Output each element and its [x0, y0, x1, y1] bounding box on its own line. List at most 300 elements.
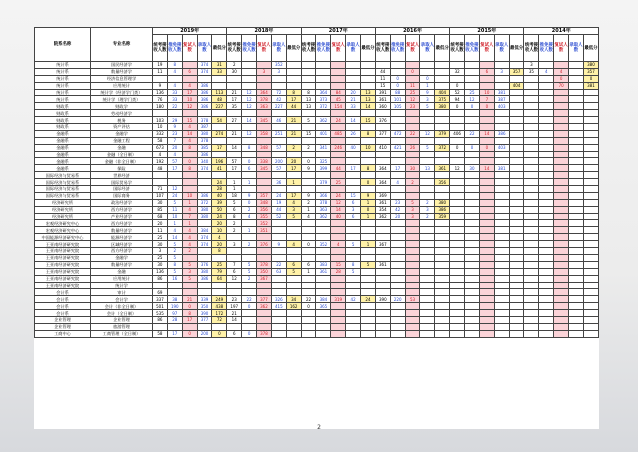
- year-header: 2016年: [375, 28, 449, 35]
- value-cell: 14: [479, 165, 494, 172]
- value-cell: 0: [450, 144, 465, 151]
- value-cell: [569, 248, 584, 255]
- value-cell: 3: [420, 96, 435, 103]
- value-cell: 58: [153, 330, 168, 337]
- value-cell: [539, 248, 554, 255]
- value-cell: 326: [271, 296, 286, 303]
- value-cell: [242, 151, 257, 158]
- value-cell: [554, 213, 569, 220]
- dept-cell: 国际经济与贸易系: [35, 186, 91, 193]
- value-cell: [331, 62, 346, 69]
- value-cell: 22: [465, 130, 480, 137]
- value-cell: 5: [182, 261, 197, 268]
- value-cell: [316, 75, 331, 82]
- value-cell: [167, 289, 182, 296]
- value-cell: 535: [153, 310, 168, 317]
- value-cell: [301, 282, 316, 289]
- major-cell: 会计学: [91, 296, 153, 303]
- value-cell: 4: [301, 213, 316, 220]
- value-cell: [494, 82, 509, 89]
- value-cell: [212, 172, 227, 179]
- value-cell: [301, 62, 316, 69]
- value-cell: 227: [271, 103, 286, 110]
- value-cell: 8: [286, 89, 301, 96]
- value-cell: 10: [167, 213, 182, 220]
- value-cell: 20: [286, 158, 301, 165]
- value-cell: [361, 172, 376, 179]
- value-cell: 373: [316, 96, 331, 103]
- value-cell: 63: [271, 268, 286, 275]
- value-cell: 380: [583, 62, 598, 69]
- value-cell: [509, 124, 524, 131]
- value-cell: 34: [286, 296, 301, 303]
- value-cell: 76: [153, 96, 168, 103]
- value-cell: 19: [271, 199, 286, 206]
- value-cell: 0: [583, 75, 598, 82]
- value-cell: 378: [257, 330, 272, 337]
- value-cell: 57: [227, 158, 242, 165]
- value-cell: [242, 137, 257, 144]
- value-cell: 17: [286, 192, 301, 199]
- value-cell: 79: [212, 268, 227, 275]
- value-cell: [583, 199, 598, 206]
- table-row: [35, 110, 599, 117]
- value-cell: [479, 62, 494, 69]
- value-cell: 12: [465, 96, 480, 103]
- value-cell: [346, 248, 361, 255]
- value-cell: [375, 158, 390, 165]
- major-cell: 审计: [91, 289, 153, 296]
- value-cell: [257, 234, 272, 241]
- value-cell: [539, 96, 554, 103]
- value-cell: 9: [420, 89, 435, 96]
- major-cell: 税务: [91, 117, 153, 124]
- value-cell: [361, 303, 376, 310]
- value-cell: 3: [420, 206, 435, 213]
- value-cell: [257, 323, 272, 330]
- value-cell: [390, 234, 405, 241]
- value-cell: 8: [227, 213, 242, 220]
- value-cell: 3: [182, 268, 197, 275]
- value-cell: 22: [242, 296, 257, 303]
- value-cell: [569, 172, 584, 179]
- table-row: [35, 220, 599, 227]
- value-cell: 4: [390, 179, 405, 186]
- value-cell: [524, 254, 539, 261]
- value-cell: [494, 75, 509, 82]
- value-cell: 2: [227, 220, 242, 227]
- value-cell: [554, 310, 569, 317]
- value-cell: [316, 289, 331, 296]
- value-cell: [301, 254, 316, 261]
- value-cell: [435, 296, 450, 303]
- value-cell: [539, 62, 554, 69]
- value-cell: [286, 75, 301, 82]
- value-cell: 11: [375, 75, 390, 82]
- value-cell: [450, 172, 465, 179]
- value-cell: 11: [153, 68, 168, 75]
- value-cell: 1: [361, 199, 376, 206]
- value-cell: [375, 172, 390, 179]
- value-cell: [405, 110, 420, 117]
- value-cell: [346, 316, 361, 323]
- value-cell: [524, 213, 539, 220]
- value-cell: [569, 213, 584, 220]
- value-cell: [286, 234, 301, 241]
- value-cell: [420, 248, 435, 255]
- value-cell: [405, 151, 420, 158]
- value-cell: 5: [286, 268, 301, 275]
- value-cell: 5: [301, 117, 316, 124]
- value-cell: 4: [539, 68, 554, 75]
- value-cell: [375, 254, 390, 261]
- value-cell: [212, 75, 227, 82]
- value-cell: 30: [153, 261, 168, 268]
- value-cell: [420, 110, 435, 117]
- table-row: [35, 248, 599, 255]
- value-cell: [182, 179, 197, 186]
- subheader-cell: 录取人数: [420, 35, 435, 62]
- value-cell: 17: [167, 330, 182, 337]
- value-cell: [420, 289, 435, 296]
- value-cell: 374: [197, 62, 212, 69]
- value-cell: 136: [153, 89, 168, 96]
- value-cell: 25: [405, 89, 420, 96]
- value-cell: 22: [405, 130, 420, 137]
- value-cell: 30: [405, 165, 420, 172]
- value-cell: [257, 75, 272, 82]
- value-cell: [524, 172, 539, 179]
- value-cell: [420, 117, 435, 124]
- value-cell: 25: [331, 179, 346, 186]
- value-cell: [569, 323, 584, 330]
- value-cell: [450, 206, 465, 213]
- value-cell: [420, 254, 435, 261]
- value-cell: [450, 75, 465, 82]
- value-cell: [479, 82, 494, 89]
- value-cell: [524, 227, 539, 234]
- value-cell: [361, 220, 376, 227]
- value-cell: 4: [331, 241, 346, 248]
- value-cell: [227, 254, 242, 261]
- value-cell: 17: [212, 144, 227, 151]
- value-cell: [554, 296, 569, 303]
- value-cell: 390: [197, 310, 212, 317]
- value-cell: [316, 282, 331, 289]
- value-cell: [346, 227, 361, 234]
- value-cell: [435, 220, 450, 227]
- value-cell: 361: [375, 199, 390, 206]
- value-cell: 2: [242, 275, 257, 282]
- value-cell: [257, 310, 272, 317]
- value-cell: [524, 303, 539, 310]
- value-cell: [227, 323, 242, 330]
- value-cell: [583, 151, 598, 158]
- value-cell: 380: [197, 130, 212, 137]
- value-cell: 24: [271, 192, 286, 199]
- value-cell: [405, 172, 420, 179]
- value-cell: [301, 275, 316, 282]
- value-cell: [346, 172, 361, 179]
- value-cell: [554, 323, 569, 330]
- value-cell: 25: [212, 261, 227, 268]
- value-cell: [435, 124, 450, 131]
- value-cell: [182, 172, 197, 179]
- value-cell: 4: [167, 227, 182, 234]
- value-cell: 6: [227, 268, 242, 275]
- value-cell: 5: [346, 268, 361, 275]
- value-cell: [405, 275, 420, 282]
- value-cell: [465, 303, 480, 310]
- value-cell: 57: [271, 144, 286, 151]
- value-cell: 0: [242, 158, 257, 165]
- value-cell: [554, 96, 569, 103]
- value-cell: 0: [182, 158, 197, 165]
- value-cell: [286, 248, 301, 255]
- value-cell: 68: [153, 213, 168, 220]
- value-cell: 21: [286, 130, 301, 137]
- value-cell: [494, 110, 509, 117]
- value-cell: [182, 151, 197, 158]
- table-body: [35, 62, 599, 338]
- value-cell: [524, 89, 539, 96]
- major-cell: 经济信息管理学: [91, 75, 153, 82]
- value-cell: [331, 227, 346, 234]
- value-cell: [509, 275, 524, 282]
- value-cell: [390, 68, 405, 75]
- value-cell: 406: [450, 130, 465, 137]
- value-cell: 190: [167, 303, 182, 310]
- value-cell: [465, 268, 480, 275]
- value-cell: [271, 186, 286, 193]
- value-cell: 197: [227, 303, 242, 310]
- value-cell: [479, 241, 494, 248]
- value-cell: [331, 323, 346, 330]
- value-cell: [465, 179, 480, 186]
- value-cell: [390, 330, 405, 337]
- subheader-cell: 录取人数: [494, 35, 509, 62]
- value-cell: 44: [375, 68, 390, 75]
- value-cell: [316, 220, 331, 227]
- value-cell: 48: [153, 165, 168, 172]
- value-cell: 376: [197, 261, 212, 268]
- subheader-cell: 复试人数: [257, 35, 272, 62]
- value-cell: 14: [227, 316, 242, 323]
- value-cell: [405, 75, 420, 82]
- value-cell: [346, 151, 361, 158]
- value-cell: [301, 227, 316, 234]
- value-cell: 374: [197, 165, 212, 172]
- value-cell: [242, 310, 257, 317]
- value-cell: 84: [331, 89, 346, 96]
- value-cell: [390, 172, 405, 179]
- table-row: [35, 213, 599, 220]
- major-cell: 国际商务: [91, 192, 153, 199]
- value-cell: [390, 158, 405, 165]
- value-cell: 21: [227, 310, 242, 317]
- value-cell: [509, 330, 524, 337]
- value-cell: [465, 158, 480, 165]
- value-cell: [390, 124, 405, 131]
- value-cell: [316, 310, 331, 317]
- dept-cell: 国际经济与贸易系: [35, 172, 91, 179]
- value-cell: 0: [242, 199, 257, 206]
- value-cell: [583, 103, 598, 110]
- value-cell: 69: [153, 289, 168, 296]
- value-cell: [583, 89, 598, 96]
- value-cell: 249: [212, 296, 227, 303]
- value-cell: [242, 124, 257, 131]
- value-cell: 1: [167, 220, 182, 227]
- value-cell: 352: [257, 220, 272, 227]
- value-cell: 381: [494, 89, 509, 96]
- value-cell: 374: [197, 234, 212, 241]
- value-cell: 319: [331, 296, 346, 303]
- value-cell: 44: [286, 103, 301, 110]
- dept-cell: 财政系: [35, 124, 91, 131]
- value-cell: [479, 206, 494, 213]
- value-cell: [257, 289, 272, 296]
- value-cell: 15: [331, 261, 346, 268]
- value-cell: [509, 248, 524, 255]
- value-cell: [554, 234, 569, 241]
- subheader-cell: 最低分: [361, 35, 376, 62]
- value-cell: [420, 151, 435, 158]
- value-cell: [569, 179, 584, 186]
- value-cell: [435, 117, 450, 124]
- value-cell: [539, 241, 554, 248]
- value-cell: [569, 241, 584, 248]
- value-cell: [479, 268, 494, 275]
- value-cell: [539, 213, 554, 220]
- value-cell: [301, 323, 316, 330]
- value-cell: 403: [494, 144, 509, 151]
- value-cell: [435, 310, 450, 317]
- value-cell: [539, 316, 554, 323]
- value-cell: [539, 296, 554, 303]
- value-cell: 10: [361, 144, 376, 151]
- value-cell: [539, 206, 554, 213]
- value-cell: [465, 192, 480, 199]
- value-cell: [212, 282, 227, 289]
- value-cell: 0: [420, 75, 435, 82]
- value-cell: 384: [316, 296, 331, 303]
- value-cell: [212, 124, 227, 131]
- year-header: 2014年: [524, 28, 599, 35]
- value-cell: 362: [316, 117, 331, 124]
- value-cell: 1: [361, 241, 376, 248]
- value-cell: [346, 110, 361, 117]
- value-cell: [242, 316, 257, 323]
- value-cell: [167, 282, 182, 289]
- value-cell: [212, 151, 227, 158]
- value-cell: [554, 124, 569, 131]
- value-cell: [257, 62, 272, 69]
- value-cell: 11: [405, 82, 420, 89]
- value-cell: 27: [227, 117, 242, 124]
- value-cell: [316, 323, 331, 330]
- value-cell: 5: [405, 199, 420, 206]
- value-cell: 386: [197, 82, 212, 89]
- value-cell: [316, 186, 331, 193]
- value-cell: [583, 227, 598, 234]
- value-cell: [524, 179, 539, 186]
- value-cell: [539, 323, 554, 330]
- value-cell: [524, 199, 539, 206]
- table-row: [35, 103, 599, 110]
- value-cell: 24: [361, 296, 376, 303]
- value-cell: [301, 289, 316, 296]
- value-cell: [539, 179, 554, 186]
- value-cell: [509, 213, 524, 220]
- value-cell: [569, 144, 584, 151]
- value-cell: 14: [167, 234, 182, 241]
- value-cell: 7: [182, 213, 197, 220]
- value-cell: 355: [257, 213, 272, 220]
- value-cell: [569, 289, 584, 296]
- dept-cell: 王亚南经济研究院: [35, 254, 91, 261]
- value-cell: [450, 261, 465, 268]
- value-cell: [331, 248, 346, 255]
- value-cell: [450, 282, 465, 289]
- value-cell: 0: [450, 82, 465, 89]
- value-cell: 4: [167, 68, 182, 75]
- value-cell: [450, 330, 465, 337]
- value-cell: 113: [212, 89, 227, 96]
- value-cell: [286, 68, 301, 75]
- value-cell: [554, 186, 569, 193]
- value-cell: [316, 124, 331, 131]
- value-cell: 17: [390, 165, 405, 172]
- value-cell: 364: [375, 179, 390, 186]
- value-cell: [569, 220, 584, 227]
- value-cell: [569, 75, 584, 82]
- value-cell: [257, 110, 272, 117]
- value-cell: 33: [167, 96, 182, 103]
- value-cell: 42: [390, 206, 405, 213]
- value-cell: 365: [316, 303, 331, 310]
- value-cell: [524, 289, 539, 296]
- value-cell: 4: [554, 68, 569, 75]
- value-cell: 40: [346, 144, 361, 151]
- value-cell: [583, 323, 598, 330]
- subheader-cell: 统考接收人数: [375, 35, 390, 62]
- value-cell: 52: [450, 89, 465, 96]
- year-header: 2018年: [227, 28, 301, 35]
- value-cell: [331, 186, 346, 193]
- value-cell: [197, 220, 212, 227]
- value-cell: [554, 117, 569, 124]
- value-cell: [494, 254, 509, 261]
- major-cell: 西方经济学: [91, 206, 153, 213]
- value-cell: [450, 303, 465, 310]
- value-cell: [286, 151, 301, 158]
- value-cell: [509, 130, 524, 137]
- value-cell: 363: [316, 206, 331, 213]
- value-cell: [435, 82, 450, 89]
- value-cell: [554, 303, 569, 310]
- value-cell: [494, 261, 509, 268]
- value-cell: 0: [361, 206, 376, 213]
- value-cell: [435, 172, 450, 179]
- value-cell: 403: [494, 103, 509, 110]
- value-cell: [390, 316, 405, 323]
- value-cell: 438: [212, 303, 227, 310]
- value-cell: 101: [390, 96, 405, 103]
- value-cell: [361, 316, 376, 323]
- value-cell: [405, 330, 420, 337]
- value-cell: [479, 261, 494, 268]
